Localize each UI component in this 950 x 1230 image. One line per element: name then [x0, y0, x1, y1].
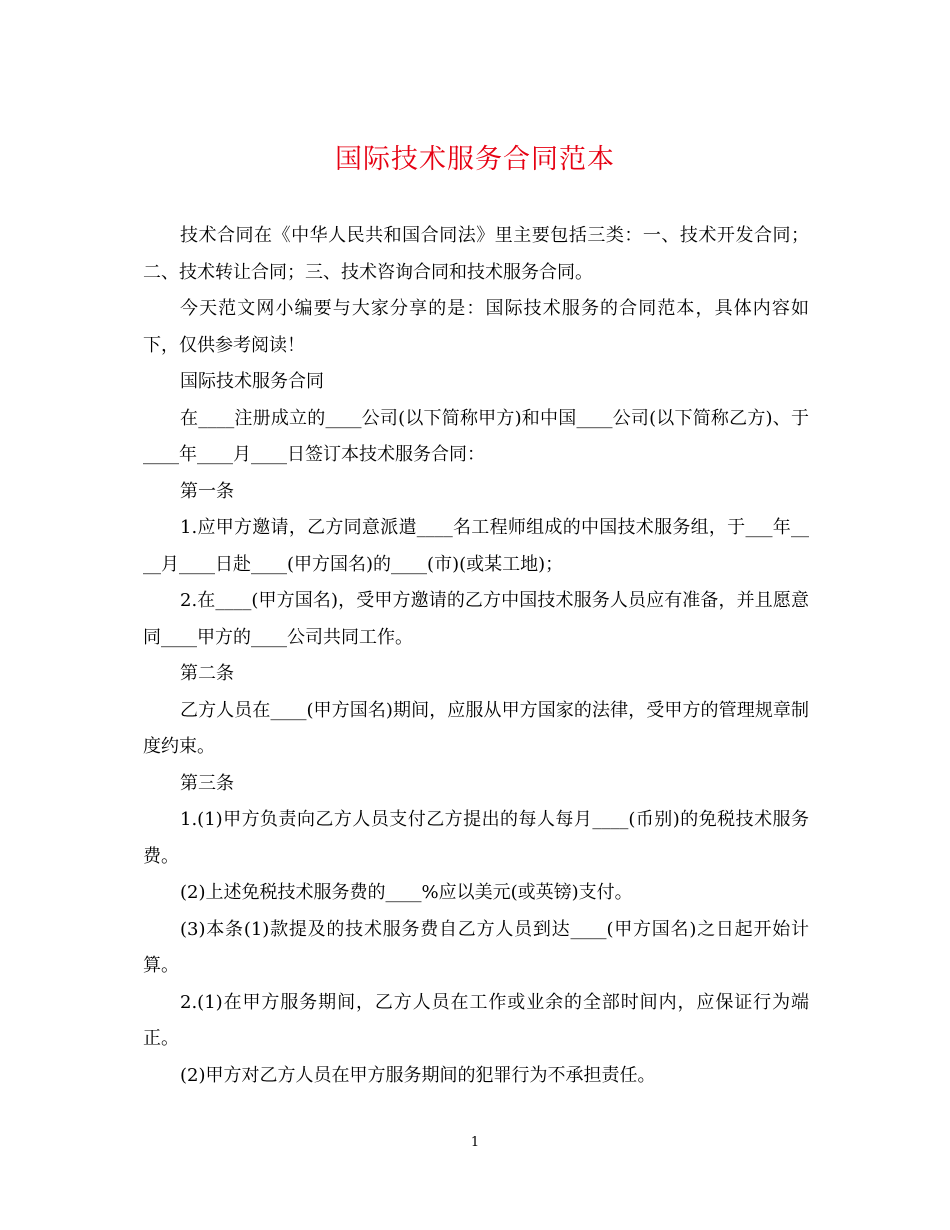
- article-heading-2: 第二条: [180, 663, 234, 684]
- page-number: 1: [470, 1135, 480, 1150]
- document-title: 国际技术服务合同范本: [335, 144, 615, 175]
- article-3-clause-2-2: (2)甲方对乙方人员在甲方服务期间的犯罪行为不承担责任。: [180, 1064, 656, 1086]
- article-heading-1: 第一条: [180, 480, 234, 502]
- article-1-clause-2: 2.在____(甲方国名)，受甲方邀请的乙方中国技术服务人员应有准备，并且愿意同____甲方的____公司共同工作。: [143, 590, 809, 648]
- article-3-clause-1-2: (2)上述免税技术服务费的____%应以美元(或英镑)支付。: [180, 882, 633, 903]
- article-1-clause-1: 1.应甲方邀请，乙方同意派遣____名工程师组成的中国技术服务组，于___年____月____日赴____(甲方国名)的____(市)(或某工地)；: [143, 517, 809, 575]
- paragraph-intro: 技术合同在《中华人民共和国合同法》里主要包括三类：一、技术开发合同；二、技术转让合同；三、技术咨询合同和技术服务合同。: [143, 225, 809, 283]
- article-3-clause-1-3: (3)本条(1)款提及的技术服务费自乙方人员到达____(甲方国名)之日起开始计算。: [143, 918, 809, 976]
- article-heading-3: 第三条: [180, 772, 234, 794]
- paragraph-parties: 在____注册成立的____公司(以下简称甲方)和中国____公司(以下简称乙方)、于____年____月____日签订本技术服务合同：: [143, 407, 809, 465]
- article-2-clause: 乙方人员在____(甲方国名)期间，应服从甲方国家的法律，受甲方的管理规章制度约束。: [143, 699, 809, 757]
- document-body: [143, 218, 809, 1094]
- paragraph-share: 今天范文网小编要与大家分享的是：国际技术服务的合同范本，具体内容如下，仅供参考阅读！: [143, 298, 809, 356]
- article-3-clause-1-1: 1.(1)甲方负责向乙方人员支付乙方提出的每人每月____(币别)的免税技术服务费。: [143, 809, 809, 867]
- article-3-clause-2-1: 2.(1)在甲方服务期间，乙方人员在工作或业余的全部时间内，应保证行为端正。: [143, 991, 809, 1049]
- paragraph-contract-heading: 国际技术服务合同: [180, 371, 324, 392]
